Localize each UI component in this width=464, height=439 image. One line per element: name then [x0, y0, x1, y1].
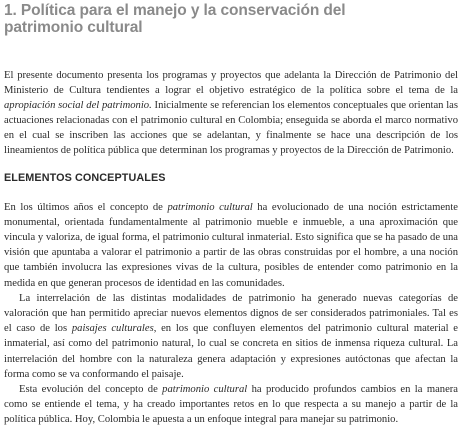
intro-paragraph: [4, 68, 458, 159]
p3-text-1: Esta evolución del concepto de: [19, 384, 163, 395]
section-title: [4, 0, 458, 36]
intro-text-2: Inicialmente se referencian los elementos conceptuales que orientan las actuaciones relacionadas con el patrimonio cultural en Colombia; enseguida se aborda el marco normativo en el cual se inscriben las acciones que se adelantan, y finalmente se hace una descripción de los lineamientos de política pública que determinan los programas y proyectos de la Dirección de Patrimonio.: [4, 100, 459, 157]
p2-italic-term: paisajes culturales: [71, 323, 154, 335]
p1-italic-term: patrimonio cultural: [167, 201, 253, 213]
p2-text-2: , en los que confluyen elementos del patrimonio cultural material e inmaterial, así como del patrimonio natural, lo cual se concreta en sitios de inmensa riqueza cultural. La interrelación del hombre con la naturaleza genera adaptación y expresiones autóctonas que afectan la forma como se va conformando el paisaje.: [4, 323, 459, 380]
p2-text-1: La interrelación de las distintas modalidades de patrimonio ha generado nuevas categorías de valoración que han permitido apreciar nuevos elementos dignos de ser considerados patrimoniales. Tal es el caso de los: [4, 292, 458, 335]
p1-text-1: En los últimos años el concepto de: [4, 201, 168, 213]
concepts-paragraph-1: [4, 200, 458, 291]
p3-italic-term: patrimonio cultural: [162, 384, 248, 395]
concepts-paragraph-3: [4, 382, 458, 428]
p3-text-2: ha producido profundos cambios en la manera como se entiende el tema, y ha creado importantes retos en lo que respecta a su manejo a partir de la política pública. Hoy, Colombia le apuesta a un enfoque integral para manejar su patrimonio.: [4, 384, 458, 426]
intro-italic-term: apropiación social del patrimonio.: [4, 100, 152, 112]
section-title-line-2: patrimonio cultural: [4, 19, 143, 36]
intro-text-1: El presente documento presenta los programas y proyectos que adelanta la Dirección de Patrimonio del Ministerio de Cultura tendientes a lograr el objetivo estratégico de la política sobre el tema de la: [4, 70, 458, 97]
section-title-line-1: 1. Política para el manejo y la conservación del: [4, 2, 346, 19]
p1-text-2: ha evolucionado de una noción estrictamente monumental, orientada fundamentalmente al patrimonio mueble e inmueble, a una aproximación que vincula y valoriza, de igual forma, el patrimonio cultural inmaterial. Esto significa que se ha pasado de una visión que apuntaba a valorar el patrimonio a partir de las obras construidas por el hombre, a una noción que también involucra las expresiones vivas de la cultura, posibles de entender como patrimonio en la medida en que generan procesos de identidad en las comunidades.: [4, 201, 459, 289]
concepts-paragraph-2: [4, 291, 458, 382]
concepts-heading: ELEMENTOS CONCEPTUALES: [4, 171, 166, 184]
